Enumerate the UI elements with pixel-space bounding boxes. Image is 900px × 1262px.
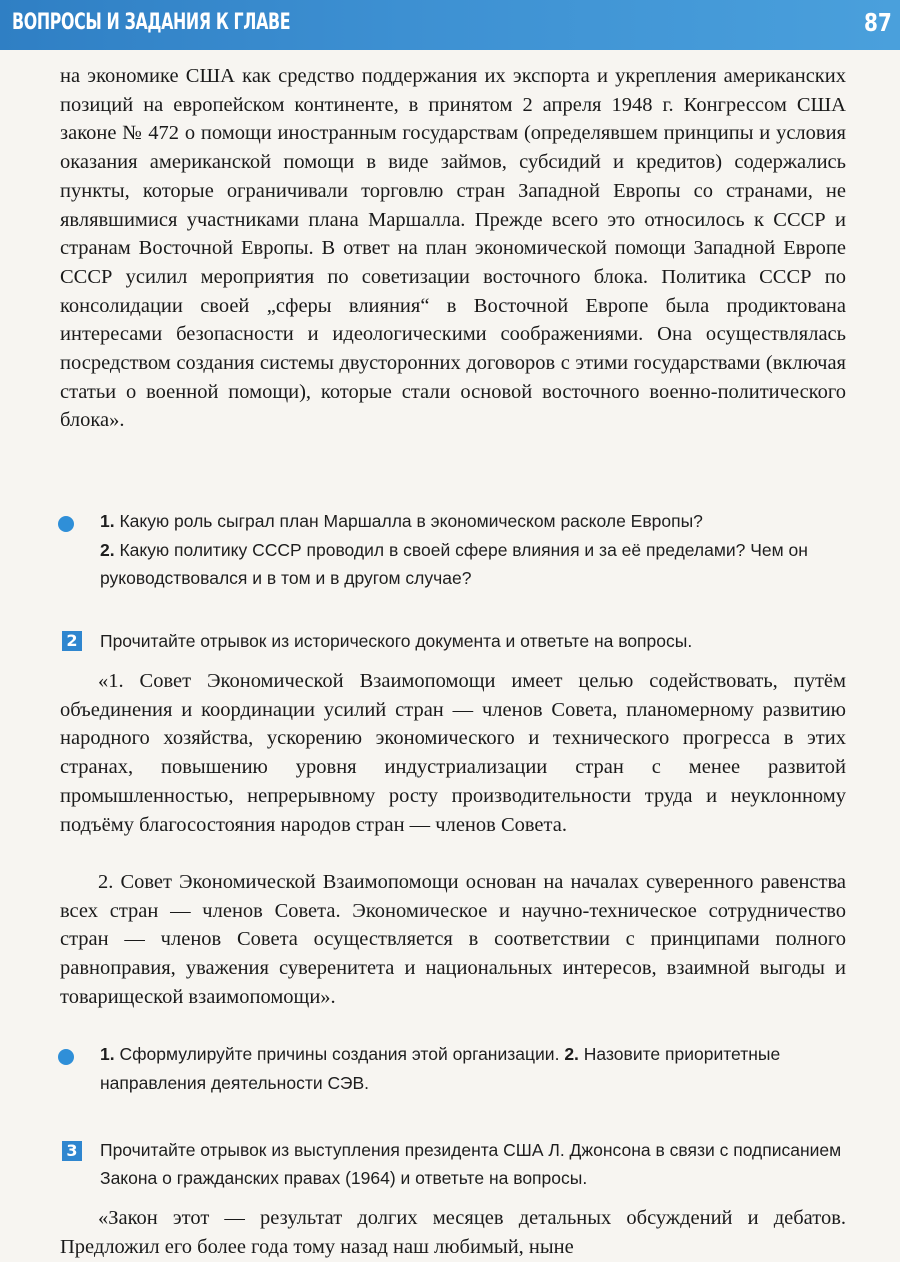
question-text: Какую роль сыграл план Маршалла в экономическом расколе Европы? [119,511,703,531]
question-number: 2. [100,539,115,560]
intro-paragraph: на экономике США как средство поддержания их экспорта и укрепления американских позиций на европейском континенте, в принятом 2 апреля 1948 г. Конгрессом США законе № 472 о помощи иностранным государствам (определявшем принципы и условия оказания американской помощи в виде займов, субсидий и кредитов) содержались пункты, которые ограничивали торговлю стран Западной Европы со странами, не являвшимися участниками плана Маршалла. Прежде всего это относилось к СССР и странам Восточной Европы. В ответ на план экономической помощи Западной Европе СССР усилил мероприятия по советизации восточного блока. Политика СССР по консолидации своей „сферы влияния“ в Восточной Европе была продиктована интересами безопасности и идеологическими соображениями. Она осуществлялась посредством создания системы двусторонних договоров с этими государствами (включая статьи о военной помощи), которые стали основой восточного военно-политического блока». [60,65,846,432]
question-text: Назовите приоритетные направления деятельности СЭВ. [100,1044,781,1093]
chapter-header-bar [0,0,900,50]
page-number: 87 [864,8,892,37]
question-number: 1. [100,511,115,531]
question-number: 2. [564,1044,579,1064]
bullet-dot-icon [58,1049,74,1065]
task-number-badge: 2 [62,631,82,651]
document-excerpt-paragraph: 2. Совет Экономической Взаимопомощи основан на началах суверенного равенства всех стран — членов Совета. Экономическое и научно-техническое сотрудничество стран — членов Совета осуществляется в соответствии с принципами полного равноправия, уважения суверенитета и национальных интересов, взаимной выгоды и товарищеской взаимопомощи». [60,871,846,1008]
document-excerpt-paragraph: «1. Совет Экономической Взаимопомощи имеет целью содействовать, путём объединения и координации усилий стран — членов Совета, планомерному развитию народного хозяйства, ускорению экономического и технического прогресса в этих странах, повышению уровня индустриализации стран с менее развитой промышленностью, непрерывному росту производительности труда и неуклонному подъёму благосостояния народов стран — членов Совета. [60,670,846,836]
task-instruction: Прочитайте отрывок из выступления президента США Л. Джонсона в связи с подписанием Закона о гражданских правах (1964) и ответьте на вопросы. [100,1140,842,1188]
speech-excerpt-paragraph: «Закон этот — результат долгих месяцев детальных обсуждений и дебатов. Предложил его более года тому назад наш любимый, ныне [60,1207,846,1258]
task-number-badge: 3 [62,1141,82,1161]
question-text: Какую политику СССР проводил в своей сфере влияния и за её пределами? Чем он руководствовался и в том и в другом случае? [100,539,808,588]
questions-block-2 [100,1040,846,1097]
task-instruction: Прочитайте отрывок из исторического документа и ответьте на вопросы. [100,631,693,651]
question-number: 1. [100,1044,115,1064]
questions-block-1 [100,507,846,593]
question-text: Сформулируйте причины создания этой организации. [119,1044,560,1064]
bullet-dot-icon [58,516,74,532]
chapter-section-title: ВОПРОСЫ И ЗАДАНИЯ К ГЛАВЕ [12,10,291,35]
